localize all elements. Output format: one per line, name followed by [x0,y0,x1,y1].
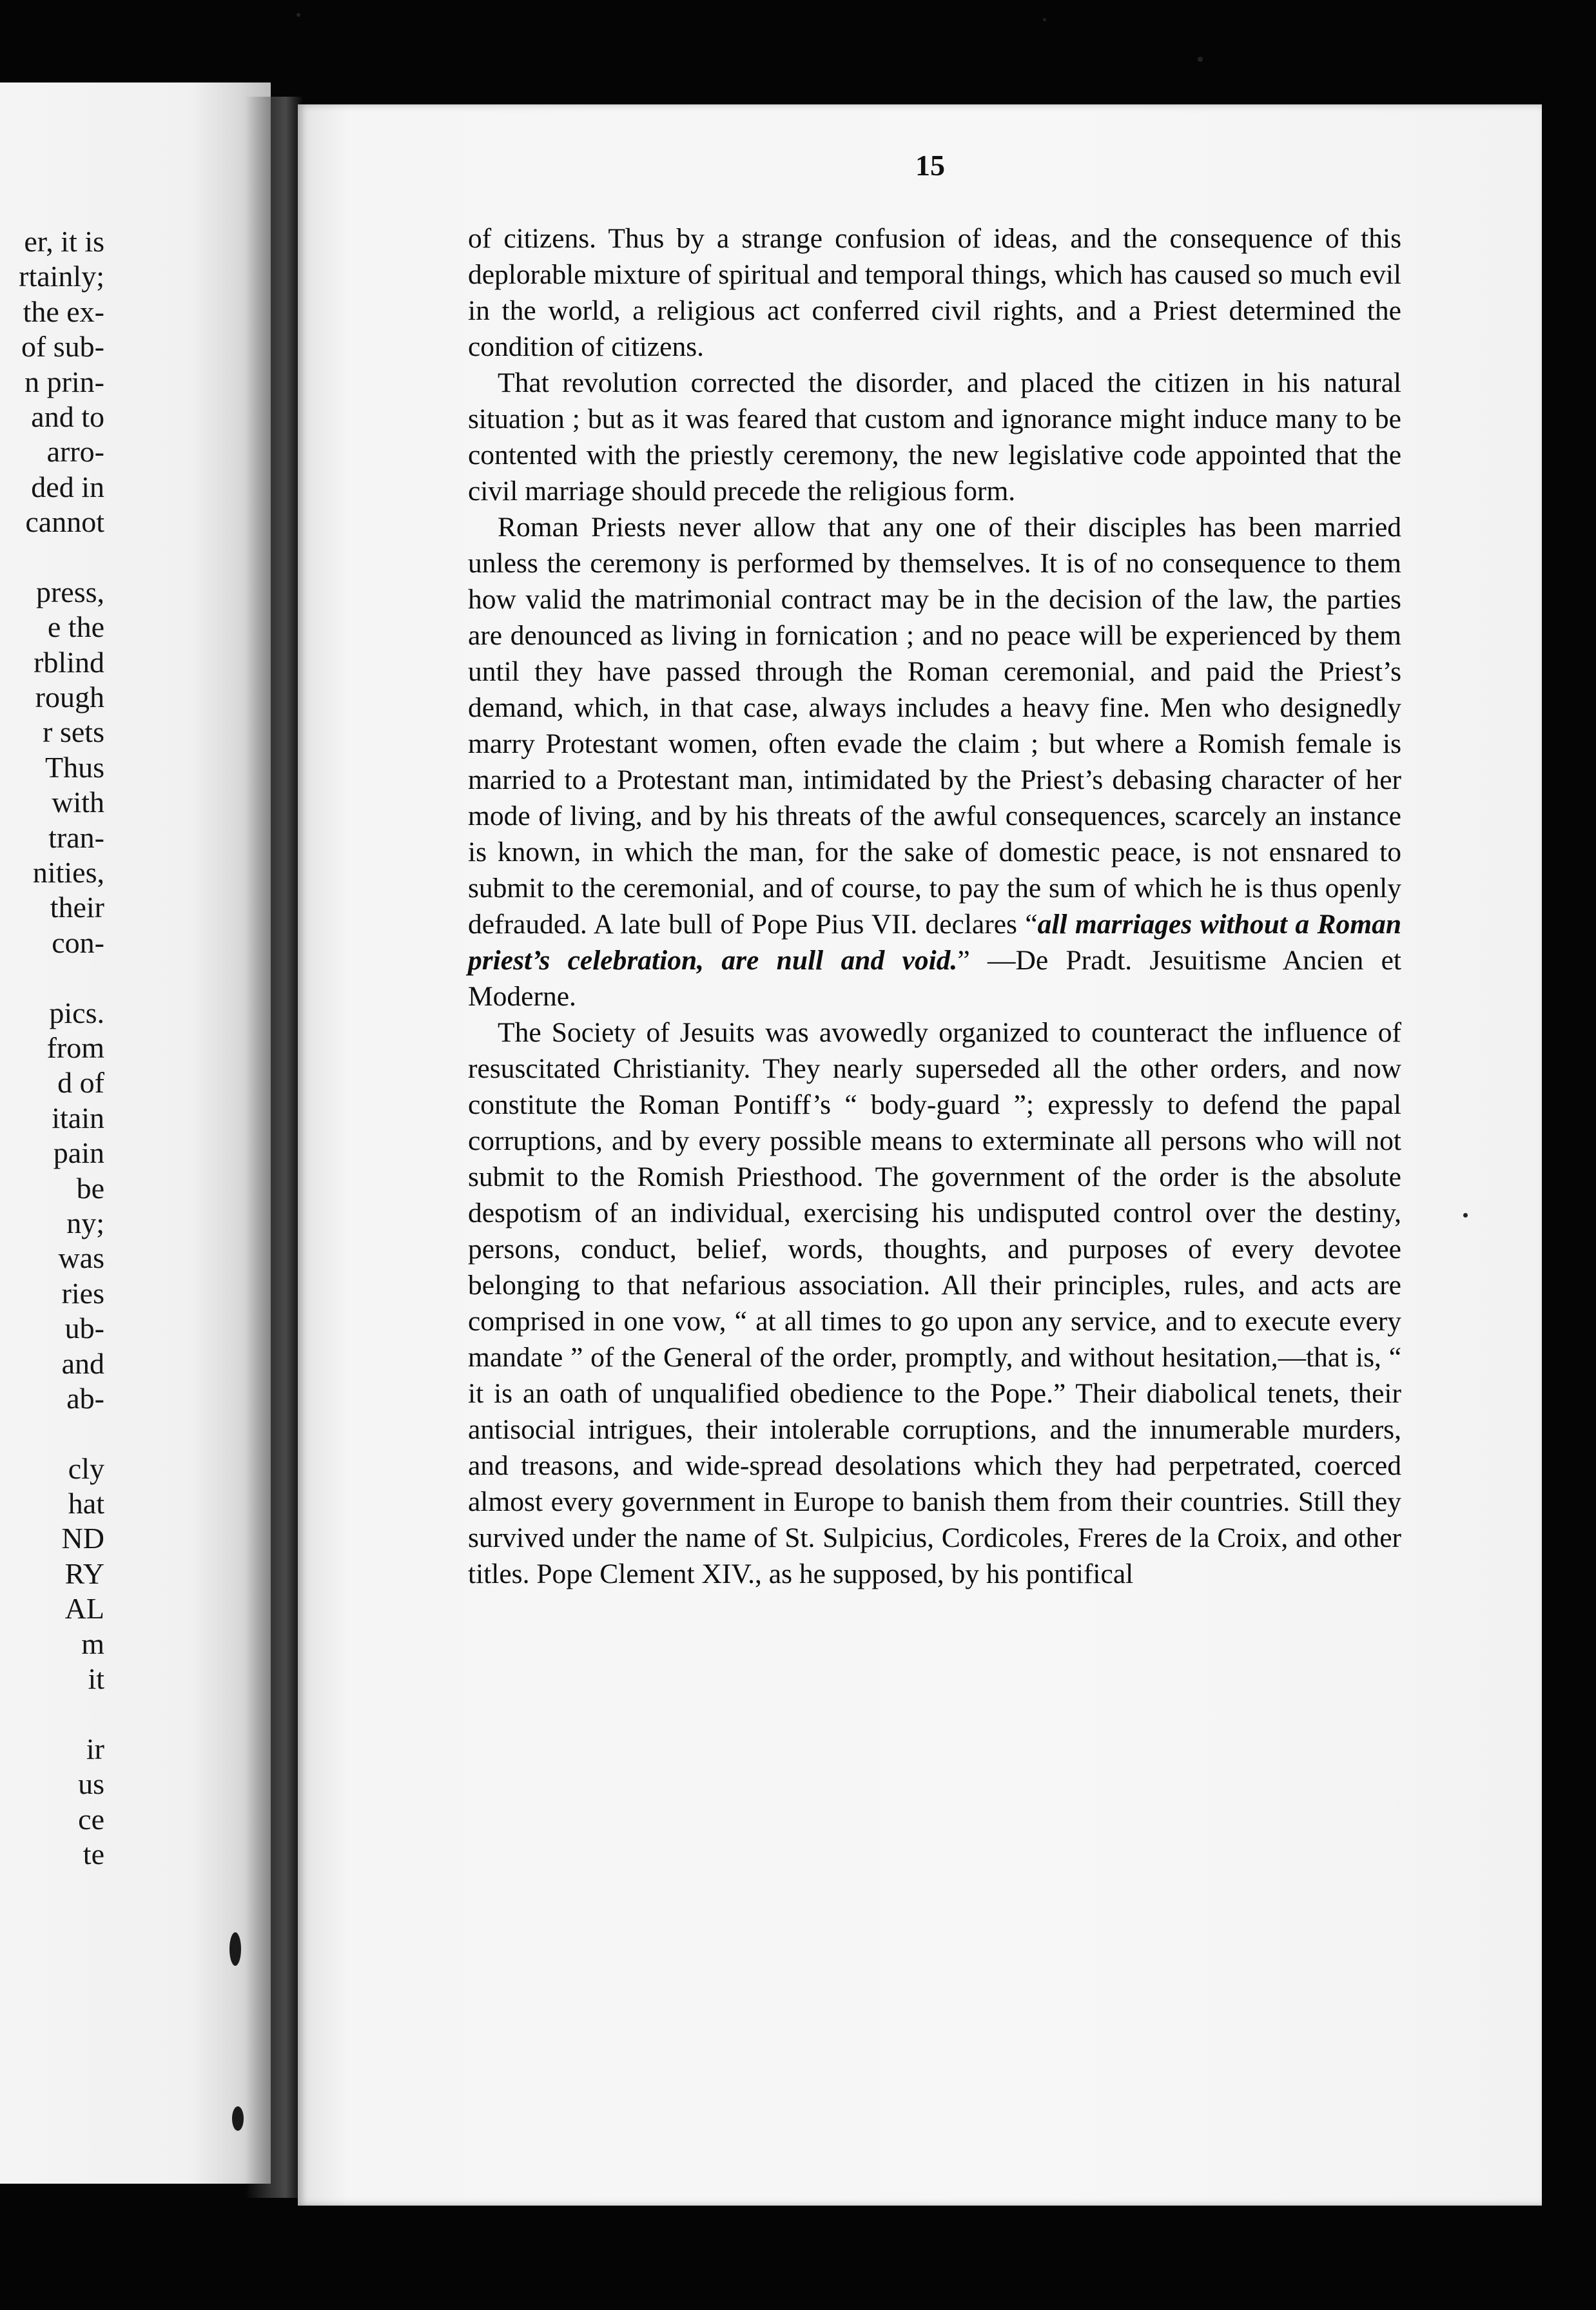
previous-page-line: the ex- [23,295,104,328]
previous-page-line [19,1416,104,1451]
previous-page-line: ab- [66,1381,104,1415]
previous-page-line: d of [57,1066,104,1100]
previous-page-line [19,960,104,995]
paper-speck [1463,1213,1468,1218]
paper-speck [297,13,300,17]
previous-page-line: e the [47,610,104,644]
previous-page-line: their [50,891,104,924]
previous-page-line: r sets [43,715,104,749]
page-number: 15 [915,149,945,182]
previous-page-line [19,540,104,575]
previous-page-line: te [83,1837,104,1870]
previous-page-line: rtainly; [19,260,104,293]
previous-page-line: and to [31,400,104,433]
previous-page-line: ny; [66,1206,104,1239]
page-15 [298,104,1542,2206]
previous-page-line [19,1696,104,1731]
previous-page-line: rough [35,681,104,714]
previous-page-line: ries [61,1276,104,1310]
paper-speck [1043,18,1046,21]
binding-thread-mark [232,2106,244,2131]
previous-page-line: ce [78,1802,104,1836]
previous-page-line: arro- [46,435,104,469]
previous-page-line: ND [61,1522,104,1555]
previous-page-line: pain [53,1136,104,1170]
binding-thread-mark [229,1932,241,1966]
previous-page-line: cly [68,1451,104,1485]
previous-page-line: ded in [31,470,104,503]
previous-page-line: er, it is [24,225,104,258]
previous-page-line: tran- [48,820,104,854]
previous-page-line: and [61,1346,104,1380]
previous-page-line: ub- [64,1312,104,1345]
paragraph-civil-rights: of citizens. Thus by a strange confusion of ideas, and the consequence of this deplorable mixture of spiritual and temporal things, which has caused so much evil in the world, a religious act conferred civil rights, and a Priest determined the condition of citizens. [468,223,1401,362]
previous-page-line: it [88,1662,104,1696]
previous-page-line: RY [64,1557,104,1590]
book-gutter-shadow [245,97,303,2198]
previous-page-line: us [78,1767,104,1801]
previous-page-line: ir [86,1732,104,1765]
paragraph-roman-priests-citation: ” —De Pradt. Jesuitisme Ancien et Moderne. [468,945,1401,1012]
paragraph-roman-priests [468,509,1401,1014]
previous-page-line: hat [68,1487,104,1520]
paragraph-society-of-jesuits: The Society of Jesuits was avowedly organized to counteract the influence of resuscitated Christianity. They nearly superseded all the other orders, and now constitute the Roman Pontiff’s “ body-guard ”; expressly to defend the papal corruptions, and by every possible means to exterminate all persons who will not submit to the Romish Priesthood. The government of the order is the absolute despotism of an individual, exercising his undisputed control over the destiny, persons, conduct, belief, words, thoughts, and purposes of every devotee belonging to that nefarious association. All their principles, rules, and acts are comprised in one vow, “ at all times to go upon any service, and to execute every mandate ” of the General of the order, promptly, and without hesitation,—that is, “ it is an oath of unqualified obedience to the Pope.” Their diabolical tenets, their antisocial intrigues, their intolerable corruptions, and the innumerable murders, and treasons, and wide-spread desolations which they had perpetrated, coerced almost every government in Europe to banish them from their countries. Still they survived under the name of St. Sulpicius, Cordicoles, Freres de la Croix, and other titles. Pope Clement XIV., as he supposed, by his pontifical [468,1017,1401,1589]
previous-page-line: AL [64,1592,104,1626]
body-text [468,220,1401,1592]
previous-page-line: be [76,1171,104,1205]
previous-page-line: n prin- [24,365,104,398]
previous-page-line: m [81,1627,104,1660]
previous-page-line: itain [52,1101,104,1134]
previous-page-line: rblind [34,645,104,679]
previous-page-line: of sub- [21,330,104,364]
paragraph-revolution: That revolution corrected the disorder, and placed the citizen in his natural situation ; but as it was feared that custom and ignorance might induce many to be contented with the priestly ceremony, the new legislative code appointed that the civil marriage should precede the religious form. [468,367,1401,507]
previous-page-line: Thus [45,750,104,784]
paper-speck [1198,57,1203,62]
previous-page-line: cannot [25,505,104,539]
previous-page-line: nities, [32,856,104,889]
previous-page-line: from [46,1031,104,1064]
papal-bull-quote: all marriages without a Roman priest’s celebration, are null and void. [468,909,1402,976]
paragraph-roman-priests-text: Roman Priests never allow that any one of their disciples has been married unless the ceremony is performed by themselves. It is of no consequence to them how valid the matrimonial contract may be in the decision of the law, the parties are denounced as living in fornication ; and no peace will be experienced by them until they have passed through the Roman ceremonial, and paid the Priest’s demand, which, in that case, always includes a heavy fine. Men who designedly marry Protestant women, often evade the claim ; but where a Romish female is married to a Protestant man, intimidated by the Priest’s debasing character of her mode of living, and by his threats of the awful consequences, scarcely an instance is known, in which the man, for the sake of domestic peace, is not ensnared to submit to the ceremonial, and of course, to pay the sum of which he is thus openly defrauded. A late bull of Pope Pius VII. declares “ [468,512,1401,940]
previous-page-line: with [52,786,104,819]
previous-page-line: pics. [49,996,104,1029]
previous-page-line: con- [52,926,104,959]
previous-page-text-fragments [19,224,104,1872]
previous-page-edge [0,82,271,2184]
previous-page-line: was [58,1241,104,1275]
previous-page-line: press, [35,575,104,608]
